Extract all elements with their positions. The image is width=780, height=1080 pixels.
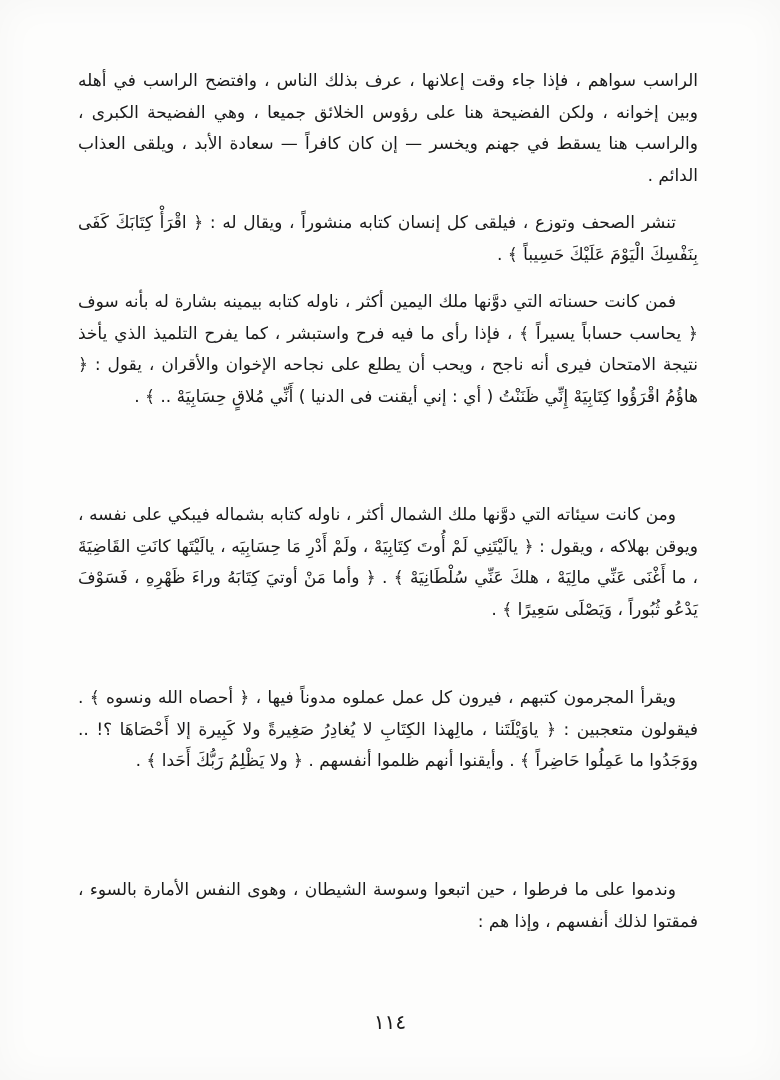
- paragraph-3: فمن كانت حسناته التي دوَّنها ملك اليمين أكثر ، ناوله كتابه بيمينه بشارة له بأنه سوف ﴿ يحاسب حساباً يسيراً ﴾ ، فإذا رأى ما فيه فرح واستبشر ، كما يفرح التلميذ الذي يأخذ نتيجة الامتحان فيرى أنه ناجح ، ويحب أن يطلع على نجاحه الإخوان والأقران ، يقول : ﴿ هاؤُمُ اقْرَؤُوا كِتَابِيَهْ إِنِّي ظَنَنْتُ ( أي : إني أيقنت فى الدنيا ) أَنِّي مُلاقٍ حِسَابِيَهْ .. ﴾ .: [78, 292, 698, 407]
- body-text: [78, 287, 698, 413]
- body-text: [78, 875, 698, 938]
- body-text: [78, 208, 698, 271]
- paragraph-5: ويقرأ المجرمون كتبهم ، فيرون كل عمل عملوه مدوناً فيها ، ﴿ أحصاه الله ونسوه ﴾ . فيقولون متعجبين : ﴿ ياوَيْلَتَنا ، مالِهذا الكِتَابِ لا يُغادِرُ صَغِيرةً ولا كَبِيرة إلا أَحْصَاهَا ؟! .. ووَجَدُوا ما عَمِلُوا حَاضِراً ﴾ . وأيقنوا أنهم ظلموا أنفسهم . ﴿ ولا يَظْلِمُ رَبُّكَ أَحَدا ﴾ .: [78, 688, 698, 771]
- body-text: [78, 683, 698, 778]
- body-text: [78, 500, 698, 626]
- paragraph-6: وندموا على ما فرطوا ، حين اتبعوا وسوسة الشيطان ، وهوى النفس الأمارة بالسوء ، فمقتوا لذلك أنفسهم ، وإذا هم :: [78, 880, 698, 932]
- paragraph-4: ومن كانت سيئاته التي دوَّنها ملك الشمال أكثر ، ناوله كتابه بشماله فيبكي على نفسه ، ويوقن بهلاكه ، ويقول : ﴿ يالَيْتَنِي لَمْ أُوتَ كِتَابِيَهْ ، ولَمْ أَدْرِ مَا حِسَابِيَه ، يالَيْتَها كانَتِ القَاضِيَةَ ، ما أَغْنَى عَنِّي مالِيَهْ ، هلكَ عَنِّي سُلْطَانِيَهْ ﴾ . ﴿ وأما مَنْ أوتيَ كِتَابَهُ وراءَ ظَهْرِهِ ، فَسَوْفَ يَدْعُو ثُبُوراً ، وَيَصْلَى سَعِيرًا ﴾ .: [78, 505, 698, 620]
- paragraph-2: تنشر الصحف وتوزع ، فيلقى كل إنسان كتابه منشوراً ، ويقال له : ﴿ اقْرَأْ كِتَابَكَ كَفَى بِنَفْسِكَ الْيَوْمَ عَلَيْكَ حَسِيباً ﴾ .: [78, 213, 698, 265]
- page-number: ١١٤: [373, 1010, 407, 1034]
- paragraph-1: الراسب سواهم ، فإذا جاء وقت إعلانها ، عرف بذلك الناس ، وافتضح الراسب في أهله وبين إخوانه ، ولكن الفضيحة هنا على رؤوس الخلائق جميعا ، وهي الفضيحة الكبرى ، والراسب هنا يسقط في جهنم ويخسر — إن كان كافراً — سعادة الأبد ، ويلقى العذاب الدائم .: [78, 71, 698, 186]
- body-text: [78, 66, 698, 192]
